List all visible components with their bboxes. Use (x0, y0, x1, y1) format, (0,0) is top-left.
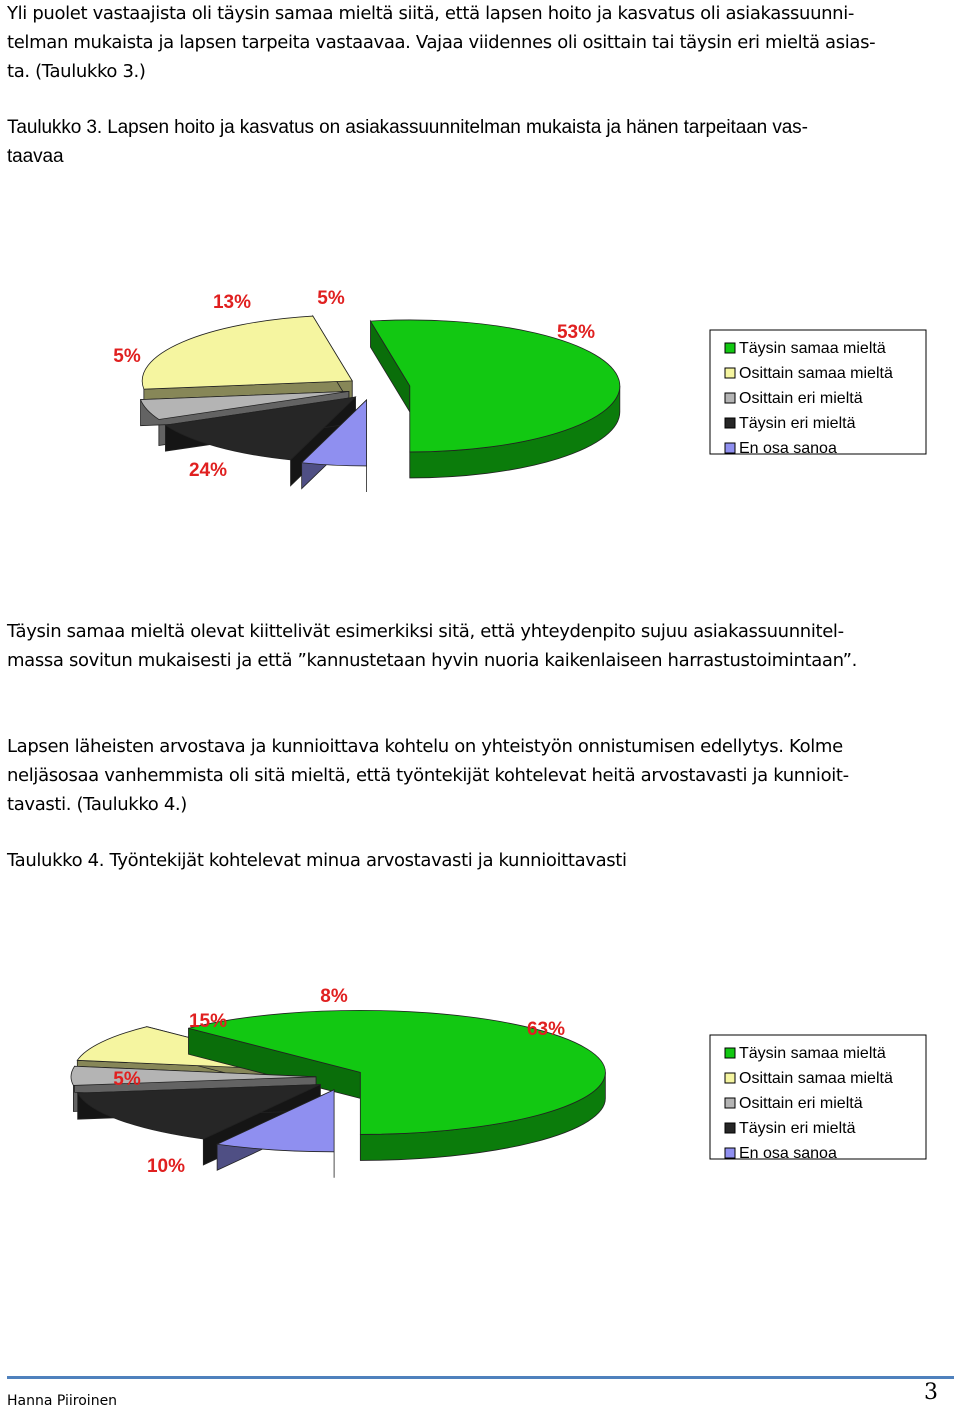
legend-label-en-osaa: En osa sanoa (739, 440, 837, 457)
text-line: ta. (Taulukko 3.) (7, 61, 146, 82)
text-line: Yli puolet vastaajista oli täysin samaa mieltä siitä, että lapsen hoito ja kasvatus oli asiakassuunni- (7, 3, 855, 24)
legend-label-osittain-samaa: Osittain samaa mieltä (739, 365, 893, 382)
pct-label-en-osaa: 8% (320, 986, 348, 1007)
legend-swatch-osittain-samaa (725, 1073, 735, 1083)
legend-swatch-osittain-eri (725, 393, 735, 403)
legend-swatch-osittain-samaa (725, 368, 735, 378)
chart-legend (710, 1035, 926, 1162)
pie-chart-table-4 (0, 975, 960, 1195)
legend-swatch-taysin-samaa (725, 1048, 735, 1058)
pct-label-osittain-samaa: 24% (188, 460, 228, 481)
footer-author: Hanna Piiroinen (7, 1393, 118, 1409)
legend-label-osittain-eri: Osittain eri mieltä (739, 390, 863, 407)
page-number: 3 (924, 1380, 938, 1405)
chart-legend (710, 330, 926, 457)
legend-label-taysin-samaa: Täysin samaa mieltä (739, 340, 886, 357)
pct-label-taysin-samaa: 63% (526, 1019, 566, 1040)
respect-paragraph (7, 732, 952, 819)
caption-line: Taulukko 4. Työntekijät kohtelevat minua arvostavasti ja kunnioittavasti (7, 850, 627, 871)
pie-chart-table-3 (0, 270, 960, 500)
legend-label-en-osaa: En osa sanoa (739, 1145, 837, 1162)
pie-slices (71, 1010, 605, 1177)
text-line: Lapsen läheisten arvostava ja kunnioittava kohtelu on yhteistyön onnistumisen edellytys. Kolme (7, 736, 843, 757)
legend-swatch-osittain-eri (725, 1098, 735, 1108)
pct-label-taysin-samaa: 53% (556, 322, 596, 343)
comments-paragraph (7, 617, 952, 675)
table-4-caption (7, 846, 952, 875)
pct-label-osittain-eri: 5% (113, 346, 141, 367)
footer-divider (7, 1376, 954, 1379)
text-line: neljäsosaa vanhemmista oli sitä mieltä, että työntekijät kohtelevat heitä arvostavasti ja kunnioit- (7, 765, 849, 786)
legend-swatch-en-osaa (725, 443, 735, 453)
legend-swatch-taysin-samaa (725, 343, 735, 353)
legend-swatch-taysin-eri (725, 1123, 735, 1133)
text-line: Täysin samaa mieltä olevat kiittelivät esimerkiksi sitä, että yhteydenpito sujuu asiakassuunnitel- (7, 621, 844, 642)
text-line: telman mukaista ja lapsen tarpeita vastaavaa. Vajaa viidennes oli osittain tai täysin eri mieltä asias- (7, 32, 876, 53)
legend-swatch-taysin-eri (725, 418, 735, 428)
caption-line: taavaa (7, 146, 64, 167)
pie-slice-taysin-samaa (370, 320, 619, 478)
legend-label-taysin-eri: Täysin eri mieltä (739, 415, 856, 432)
pct-label-osittain-eri: 5% (113, 1069, 141, 1090)
intro-paragraph (7, 0, 952, 86)
legend-label-taysin-eri: Täysin eri mieltä (739, 1120, 856, 1137)
pct-label-en-osaa: 5% (317, 288, 345, 309)
text-line: tavasti. (Taulukko 4.) (7, 794, 187, 815)
legend-swatch-en-osaa (725, 1148, 735, 1158)
caption-line: Taulukko 3. Lapsen hoito ja kasvatus on asiakassuunnitelman mukaista ja hänen tarpeitaan vas- (7, 117, 808, 138)
legend-label-osittain-eri: Osittain eri mieltä (739, 1095, 863, 1112)
table-3-caption (7, 113, 952, 171)
legend-label-osittain-samaa: Osittain samaa mieltä (739, 1070, 893, 1087)
legend-label-taysin-samaa: Täysin samaa mieltä (739, 1045, 886, 1062)
pct-label-osittain-samaa: 10% (146, 1156, 186, 1177)
text-line: massa sovitun mukaisesti ja että ”kannustetaan hyvin nuoria kaikenlaiseen harrastustoimintaan”. (7, 650, 857, 671)
pct-label-taysin-eri: 13% (212, 292, 252, 313)
pct-label-taysin-eri: 15% (188, 1011, 228, 1032)
